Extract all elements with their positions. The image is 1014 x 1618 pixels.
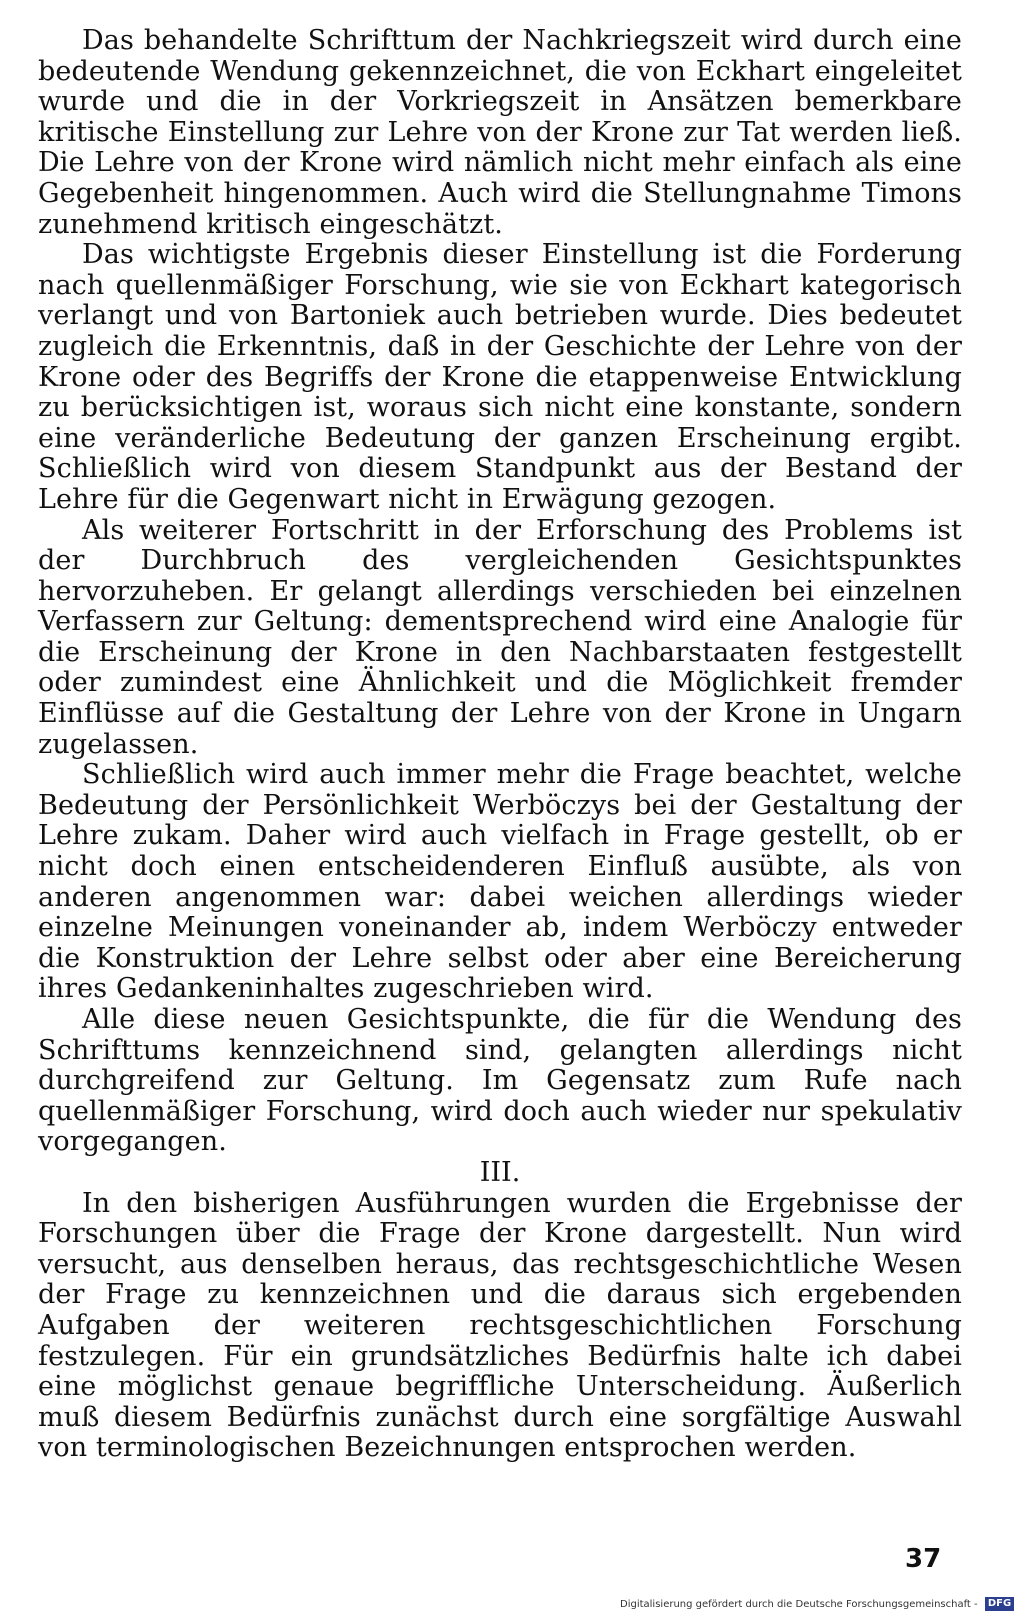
paragraph-5: Alle diese neuen Gesichtspunkte, die für die Wendung des Schrifttums kennzeichnend sind, gelangten allerdings nicht durchgreifend zur Geltung. Im Gegensatz zum Rufe nach quellenmäßiger Forschung, wird doch auch wieder nur spekulativ vorgegangen.: [38, 1004, 962, 1158]
footer-credit-text: Digitalisierung gefördert durch die Deutsche Forschungsgemeinschaft -: [620, 1599, 978, 1610]
section-paragraph: In den bisherigen Ausführungen wurden die Ergebnisse der Forschungen über die Frage der Krone dargestellt. Nun wird versucht, aus denselben heraus, das rechtsgeschichtliche Wesen der Frage zu kennzeichnen und die daraus sich ergebenden Aufgaben der weiteren rechtsgeschichtlichen Forschung festzulegen. Für ein grundsätzliches Bedürfnis halte ich dabei eine möglichst genaue begriffliche Unterscheidung. Äußerlich muß diesem Bedürfnis zunächst durch eine sorgfältige Auswahl von terminologischen Bezeichnungen entsprochen werden.: [38, 1187, 962, 1464]
dfg-logo-icon: DFG: [985, 1597, 1014, 1611]
digitization-footer: [620, 1597, 1012, 1613]
paragraph-2: Das wichtigste Ergebnis dieser Einstellung ist die Forderung nach quellenmäßiger Forschung, wie sie von Eckhart kategorisch verlangt und von Bartoniek auch betrieben wurde. Dies bedeutet zugleich die Erkenntnis, daß in der Geschichte der Lehre von der Krone oder des Begriffs der Krone die etappenweise Entwicklung zu berücksichtigen ist, woraus sich nicht eine konstante, sondern eine veränderliche Bedeutung der ganzen Erscheinung ergibt. Schließlich wird von diesem Standpunkt aus der Bestand der Lehre für die Gegenwart nicht in Erwägung gezogen.: [38, 239, 962, 515]
paragraph-3: Als weiterer Fortschritt in der Erforschung des Problems ist der Durchbruch des vergleichenden Gesichtspunktes hervorzuheben. Er gelangt allerdings verschieden bei einzelnen Verfassern zur Geltung: dementsprechend wird eine Analogie für die Erscheinung der Krone in den Nachbarstaaten festgestellt oder zumindest eine Ähnlichkeit und die Möglichkeit fremder Einflüsse auf die Gestaltung der Lehre von der Krone in Ungarn zugelassen.: [38, 514, 962, 760]
page-number: 37: [905, 1544, 942, 1574]
paragraph-4: Schließlich wird auch immer mehr die Frage beachtet, welche Bedeutung der Persönlichkeit Werböczys bei der Gestaltung der Lehre zukam. Daher wird auch vielfach in Frage gestellt, ob er nicht doch einen entscheidenderen Einfluß ausübte, als von anderen angenommen war: dabei weichen allerdings wieder einzelne Meinungen voneinander ab, indem Werböczy entweder die Konstruktion der Lehre selbst oder aber eine Bereicherung ihres Gedankeninhaltes zugeschrieben wird.: [38, 759, 962, 1005]
body-text: [38, 26, 962, 1464]
paragraph-1: Das behandelte Schrifttum der Nachkriegszeit wird durch eine bedeutende Wendung gekennzeichnet, die von Eckhart eingeleitet wurde und die in der Vorkriegszeit in Ansätzen bemerkbare kritische Einstellung zur Lehre von der Krone zur Tat werden ließ. Die Lehre von der Krone wird nämlich nicht mehr einfach als eine Gegebenheit hingenommen. Auch wird die Stellungnahme Timons zunehmend kritisch eingeschätzt.: [38, 25, 962, 240]
section-heading: III.: [479, 1156, 521, 1188]
